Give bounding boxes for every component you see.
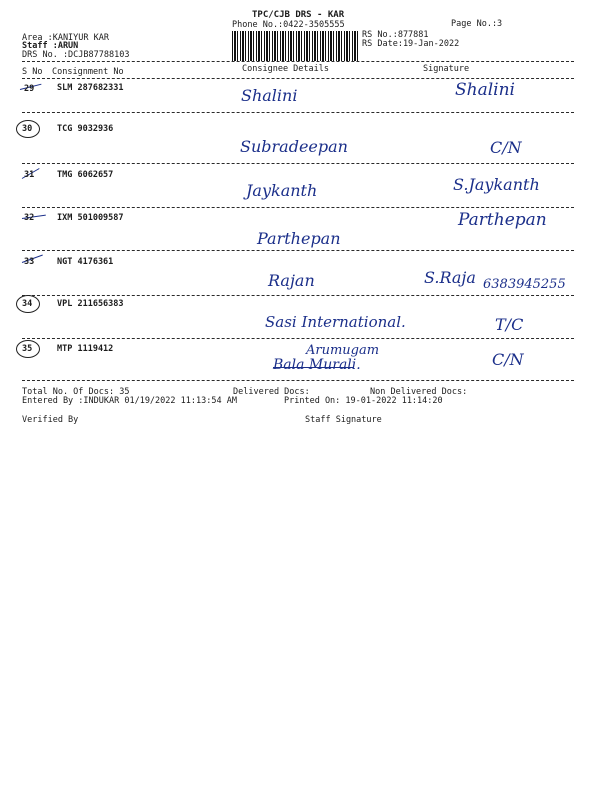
rs-number: RS No.:877881 xyxy=(362,30,429,40)
row-divider xyxy=(22,163,574,164)
row-sno: 32 xyxy=(24,213,35,223)
drs-number: DRS No. :DCJB87788103 xyxy=(22,50,130,60)
report-title: TPC/CJB DRS - KAR xyxy=(252,10,345,20)
row-consignee: Subradeepan xyxy=(240,137,348,156)
row-consignment: MTP 1119412 xyxy=(57,344,114,354)
row-divider xyxy=(22,338,574,339)
verified-by: Verified By xyxy=(22,415,79,425)
row-consignment: VPL 211656383 xyxy=(57,299,124,309)
phone-number: Phone No.:0422-3505555 xyxy=(232,20,345,30)
divider xyxy=(22,61,574,62)
staff-label: Staff :ARUN xyxy=(22,41,79,51)
row-consignee: Sasi International. xyxy=(265,313,406,331)
rs-date: RS Date:19-Jan-2022 xyxy=(362,39,460,49)
total-docs: Total No. Of Docs: 35 xyxy=(22,387,130,397)
row-signature: C/N xyxy=(492,350,524,369)
row-consignment: NGT 4176361 xyxy=(57,257,114,267)
strikethrough-line xyxy=(273,367,353,368)
barcode xyxy=(232,31,358,61)
row-signature: S.Raja xyxy=(424,268,476,287)
entered-by: Entered By :INDUKAR 01/19/2022 11:13:54 AM xyxy=(22,396,237,406)
row-sno: 34 xyxy=(22,299,33,309)
row-signature: C/N xyxy=(490,138,522,157)
struck-name: Bala Murali. xyxy=(273,357,361,373)
phone-note: 6383945255 xyxy=(483,277,566,292)
non-delivered-docs: Non Delivered Docs: xyxy=(370,387,468,397)
row-signature: T/C xyxy=(495,315,524,334)
row-sno: 33 xyxy=(24,257,35,267)
col-signature: Signature xyxy=(423,64,470,74)
row-consignment: SLM 287682331 xyxy=(57,83,124,93)
area-label: Area :KANIYUR KAR xyxy=(22,33,109,43)
page-number: Page No.:3 xyxy=(451,19,503,29)
row-consignment: TCG 9032936 xyxy=(57,124,114,134)
printed-on: Printed On: 19-01-2022 11:14:20 xyxy=(284,396,443,406)
row-signature: Parthepan xyxy=(458,210,547,230)
row-consignee: Rajan xyxy=(268,271,315,290)
row-consignment: TMG 6062657 xyxy=(57,170,114,180)
staff-signature: Staff Signature xyxy=(305,415,382,425)
row-divider xyxy=(22,250,574,251)
row-consignment: IXM 501009587 xyxy=(57,213,124,223)
divider xyxy=(22,78,574,79)
row-divider xyxy=(22,207,574,208)
row-consignee: Shalini xyxy=(241,86,298,105)
row-signature: S.Jaykanth xyxy=(453,175,540,194)
row-divider xyxy=(22,295,574,296)
row-divider xyxy=(22,112,574,113)
row-consignee: Parthepan xyxy=(257,229,341,248)
row-consignee: Arumugam xyxy=(306,343,380,358)
delivered-docs: Delivered Docs: xyxy=(233,387,310,397)
row-divider xyxy=(22,380,574,381)
row-consignee: Jaykanth xyxy=(246,181,318,200)
row-sno: 31 xyxy=(24,170,35,180)
col-consignee: Consignee Details xyxy=(242,64,329,74)
row-signature: Shalini xyxy=(455,80,515,100)
col-sno: S No xyxy=(22,67,43,77)
row-sno: 29 xyxy=(24,84,35,94)
col-consignment: Consignment No xyxy=(52,67,124,77)
row-sno: 30 xyxy=(22,124,33,134)
row-sno: 35 xyxy=(22,344,33,354)
